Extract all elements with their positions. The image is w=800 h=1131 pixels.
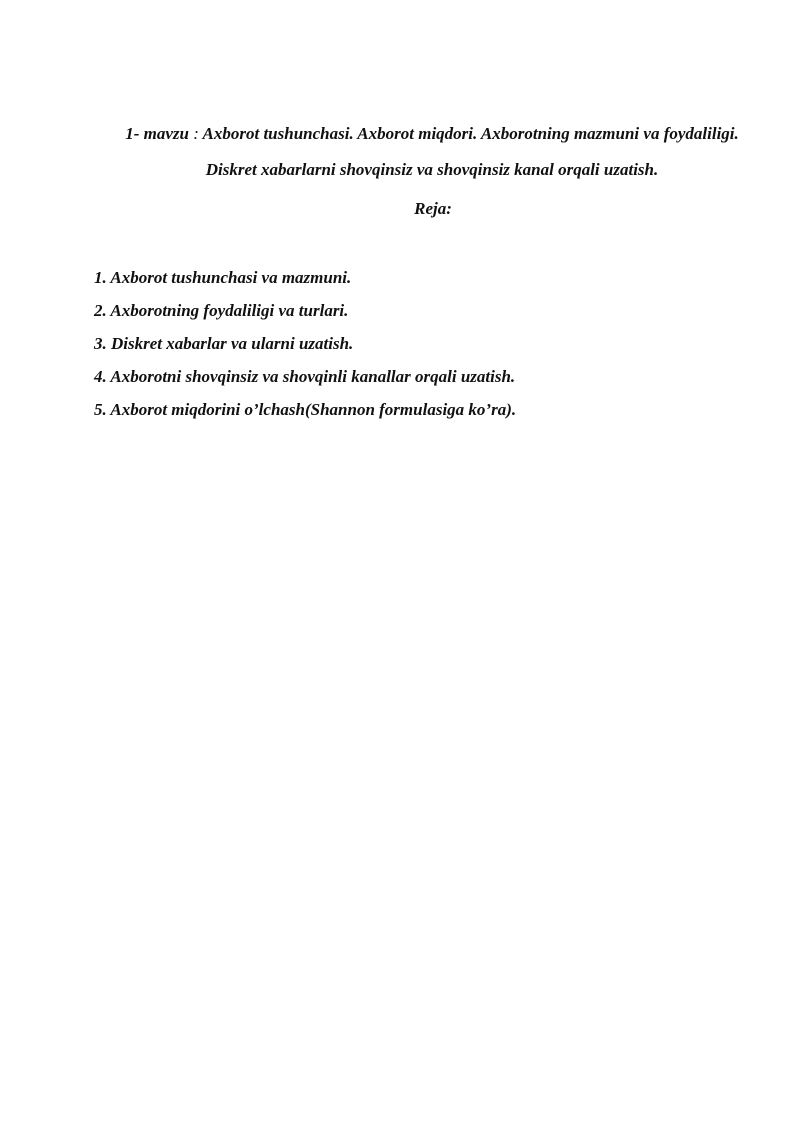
plan-item: 1. Axborot tushunchasi va mazmuni.: [94, 268, 352, 287]
topic-heading: [122, 116, 742, 188]
topic-text: Axborot tushunchasi. Axborot miqdori. Axborotning mazmuni va foydaliligi. Diskret xabarlarni shovqinsiz va shovqinsiz kanal orqali uzatish.: [202, 124, 739, 179]
topic-number: 1- mavzu: [125, 124, 189, 143]
topic-separator: :: [193, 124, 199, 143]
plan-item: 4. Axborotni shovqinsiz va shovqinli kanallar orqali uzatish.: [94, 367, 516, 386]
plan-item: 2. Axborotning foydaliligi va turlari.: [94, 301, 349, 320]
plan-title: Reja:: [414, 199, 452, 218]
plan-item: 3. Diskret xabarlar va ularni uzatish.: [94, 334, 354, 353]
plan-item: 5. Axborot miqdorini o’lchash(Shannon formulasiga ko’ra).: [94, 400, 517, 419]
plan-list: [94, 261, 774, 426]
